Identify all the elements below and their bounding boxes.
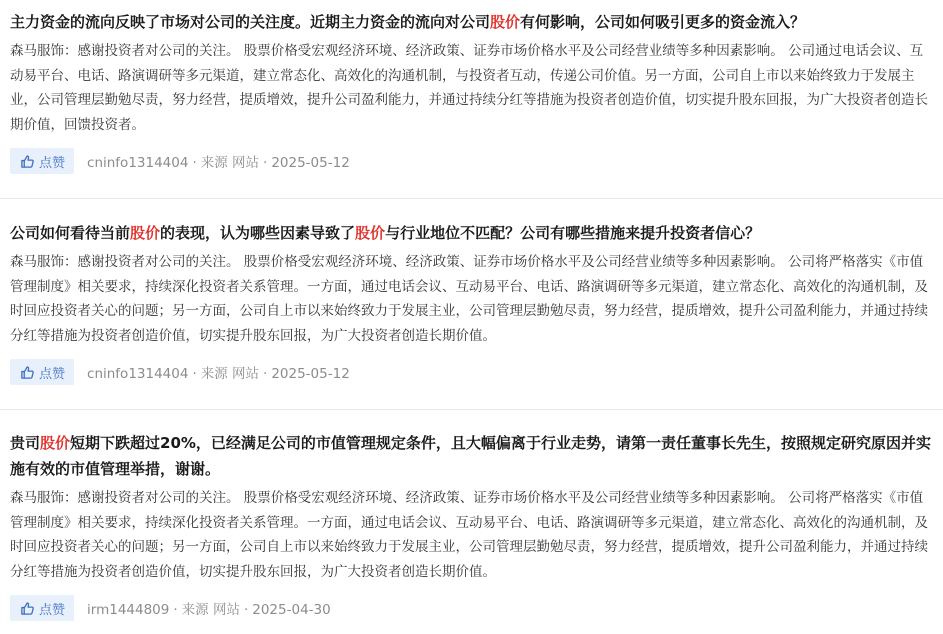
question-keyword-highlight: 股价 — [490, 13, 521, 31]
source-label: 来源 网站 — [200, 155, 260, 171]
like-label: 点赞 — [39, 602, 66, 618]
meta-info: cninfo1314404 · 来源 网站 · 2025-05-12 — [87, 366, 350, 382]
question-text[interactable] — [10, 9, 933, 35]
post-date: 2025-04-30 — [252, 602, 331, 618]
question-segment: 公司如何看待当前 — [10, 224, 131, 242]
qa-item — [0, 0, 943, 198]
question-segment: 有何影响，公司如何吸引更多的资金流入？ — [520, 13, 806, 31]
like-button[interactable] — [10, 595, 74, 621]
like-button[interactable] — [10, 148, 74, 174]
question-segment: 的表现，认为哪些因素导致了 — [160, 224, 356, 242]
like-label: 点赞 — [39, 155, 66, 171]
asker-username[interactable]: cninfo1314404 — [87, 366, 189, 382]
item-meta — [10, 358, 933, 386]
qa-item — [0, 198, 943, 409]
question-text[interactable] — [10, 220, 933, 246]
question-keyword-highlight: 股价 — [40, 434, 71, 452]
answer-text: 森马服饰：感谢投资者对公司的关注。 股票价格受宏观经济环境、经济政策、证券市场价格水平及公司经营业绩等多种因素影响。 公司将严格落实《市值管理制度》相关要求，持续深化投资者关系管理。一方面，通过电话会议、互动易平台、电话、路演调研等多元渠道，建立常态化、高效化的沟通机制，及时回应投资者关心的问题；另一方面，公司自上市以来始终致力于发展主业，公司管理层勤勉尽责，努力经营，提质增效，提升公司盈利能力，并通过持续分红等措施为投资者创造价值，切实提升股东回报，为广大投资者创造长期价值。 — [10, 254, 928, 344]
answer-text: 森马服饰：感谢投资者对公司的关注。 股票价格受宏观经济环境、经济政策、证券市场价格水平及公司经营业绩等多种因素影响。 公司将严格落实《市值管理制度》相关要求，持续深化投资者关系管理。一方面，通过电话会议、互动易平台、电话、路演调研等多元渠道，建立常态化、高效化的沟通机制，及时回应投资者关心的问题；另一方面，公司自上市以来始终致力于发展主业，公司管理层勤勉尽责，努力经营，提质增效，提升公司盈利能力，并通过持续分红等措施为投资者创造价值，切实提升股东回报，为广大投资者创造长期价值。 — [10, 490, 928, 580]
post-date: 2025-05-12 — [271, 366, 350, 382]
meta-info: cninfo1314404 · 来源 网站 · 2025-05-12 — [87, 155, 350, 171]
question-segment: 主力资金的流向反映了市场对公司的关注度。近期主力资金的流向对公司 — [10, 13, 491, 31]
source-label: 来源 网站 — [181, 602, 240, 618]
question-keyword-highlight: 股价 — [355, 224, 386, 242]
thumbs-up-icon — [20, 365, 35, 380]
thumbs-up-icon — [20, 154, 35, 169]
question-segment: 贵司 — [10, 434, 41, 452]
question-segment: 短期下跌超过20%，已经满足公司的市值管理规定条件，且大幅偏离于行业走势，请第一责任董事长先生，按照规定研究原因并实施有效的市值管理举措，谢谢。 — [10, 434, 931, 478]
item-meta — [10, 147, 933, 175]
item-meta — [10, 594, 933, 622]
qa-item — [0, 409, 943, 634]
thumbs-up-icon — [20, 601, 35, 616]
post-date: 2025-05-12 — [271, 155, 350, 171]
asker-username[interactable]: irm1444809 — [87, 602, 170, 618]
answer-text: 森马服饰：感谢投资者对公司的关注。 股票价格受宏观经济环境、经济政策、证券市场价格水平及公司经营业绩等多种因素影响。 公司通过电话会议、互动易平台、电话、路演调研等多元渠道，建立常态化、高效化的沟通机制，与投资者互动，传递公司价值。另一方面，公司自上市以来始终致力于发展主业，公司管理层勤勉尽责，努力经营，提质增效，提升公司盈利能力，并通过持续分红等措施为投资者创造价值，切实提升股东回报，为广大投资者创造长期价值，回馈投资者。 — [10, 43, 928, 133]
source-label: 来源 网站 — [200, 366, 260, 382]
question-text[interactable] — [10, 430, 933, 482]
like-label: 点赞 — [39, 366, 66, 382]
question-keyword-highlight: 股价 — [130, 224, 161, 242]
asker-username[interactable]: cninfo1314404 — [87, 155, 189, 171]
meta-info: irm1444809 · 来源 网站 · 2025-04-30 — [87, 602, 331, 618]
question-segment: 与行业地位不匹配？公司有哪些措施来提升投资者信心？ — [385, 224, 761, 242]
like-button[interactable] — [10, 359, 74, 385]
